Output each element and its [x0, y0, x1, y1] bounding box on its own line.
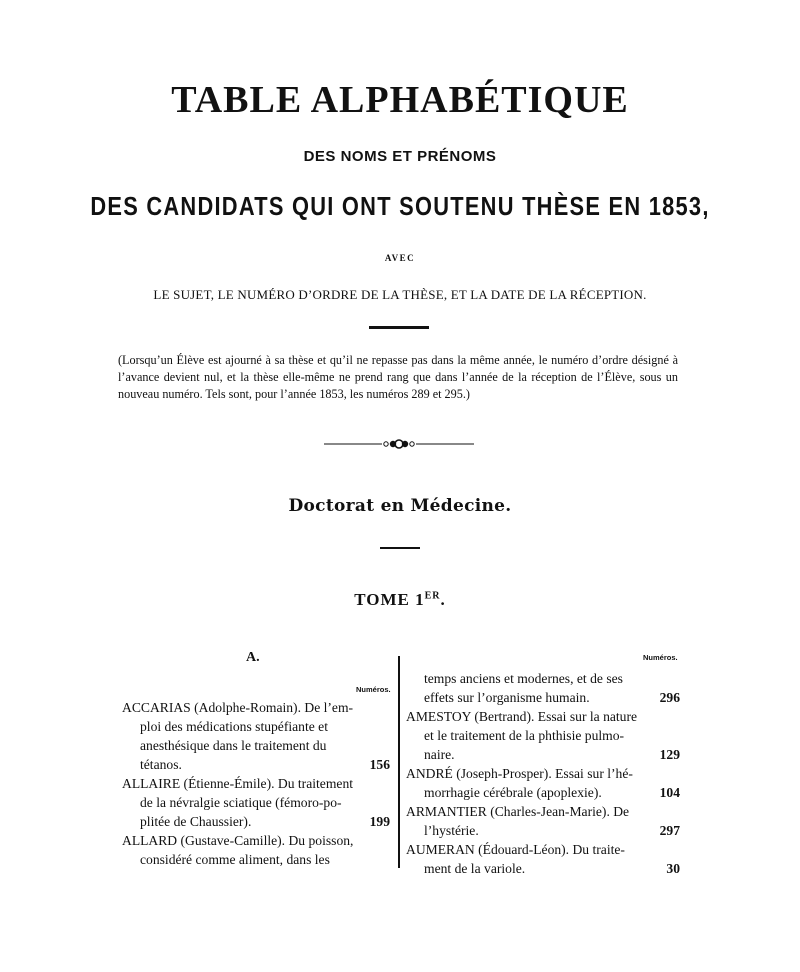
thesis-number: 129	[659, 747, 680, 762]
letter-heading: A.	[246, 650, 260, 665]
list-item	[406, 840, 680, 878]
entry-line: ANDRÉ (Joseph-Prosper). Essai sur l’hé-	[406, 766, 633, 781]
entry-line: ACCARIAS (Adolphe-Romain). De l’em-	[122, 700, 354, 715]
entry-line: anesthésique dans le traitement du	[140, 738, 327, 753]
tome-dot: .	[440, 590, 446, 609]
thesis-number: 297	[659, 823, 680, 838]
list-item	[406, 802, 680, 840]
thesis-number: 156	[369, 757, 390, 772]
ornament-divider	[324, 436, 474, 452]
left-column-header: Numéros.	[356, 685, 391, 694]
tome-label: TOME 1	[354, 590, 425, 609]
entry-line: naire.	[424, 747, 455, 762]
entry-line: et le traitement de la phthisie pulmo-	[424, 728, 625, 743]
entry-line: ALLARD (Gustave-Camille). Du poisson,	[122, 833, 354, 848]
entry-line: ment de la variole.	[424, 861, 526, 876]
entry-line: plitée de Chaussier).	[140, 814, 252, 829]
entry-line: AMESTOY (Bertrand). Essai sur la nature	[406, 709, 638, 724]
candidates-heading: DES CANDIDATS QUI ONT SOUTENU THÈSE EN 1853,	[90, 191, 710, 221]
column-divider	[398, 656, 400, 868]
tome-heading	[0, 590, 800, 610]
thesis-number: 199	[369, 814, 390, 829]
section-heading: Doctorat en Médecine.	[288, 496, 512, 516]
entry-line: ALLAIRE (Étienne-Émile). Du traitement	[122, 776, 354, 791]
entry-line: AUMERAN (Édouard-Léon). Du traite-	[406, 842, 625, 857]
list-item	[406, 764, 680, 802]
avec-label: AVEC	[384, 253, 416, 263]
page-title: TABLE ALPHABÉTIQUE	[171, 79, 629, 121]
entry-line: considéré comme aliment, dans les	[140, 852, 330, 867]
right-column	[406, 669, 680, 878]
thesis-number: 30	[666, 861, 680, 876]
list-item	[122, 698, 390, 774]
right-column-header: Numéros.	[643, 653, 678, 662]
entry-line: l’hystérie.	[424, 823, 479, 838]
entry-line: tétanos.	[140, 757, 182, 772]
thesis-number: 296	[659, 690, 680, 705]
left-column	[122, 698, 390, 869]
subject-line: LE SUJET, LE NUMÉRO D’ORDRE DE LA THÈSE, ET LA DATE DE LA RÉCEPTION.	[153, 287, 647, 302]
list-item	[122, 831, 390, 869]
page-subtitle: DES NOMS ET PRÉNOMS	[303, 148, 497, 165]
entry-line: temps anciens et modernes, et de ses	[424, 671, 623, 686]
entry-line: de la névralgie sciatique (fémoro-po-	[140, 795, 342, 810]
section-rule	[380, 547, 420, 549]
title-rule	[369, 326, 429, 329]
list-item	[406, 669, 680, 707]
list-item	[122, 774, 390, 831]
entry-line: morrhagie cérébrale (apoplexie).	[424, 785, 602, 800]
tome-superscript: ER	[424, 590, 441, 602]
list-item	[406, 707, 680, 764]
thesis-number: 104	[659, 785, 680, 800]
entry-line: effets sur l’organisme humain.	[424, 690, 590, 705]
entry-line: ploi des médications stupéfiante et	[140, 719, 328, 734]
entry-line: ARMANTIER (Charles-Jean-Marie). De	[406, 804, 630, 819]
explanatory-note: (Lorsqu’un Élève est ajourné à sa thèse et qu’il ne repasse pas dans la même année, le numéro d’ordre désigné à l’avance devient nul, et la thèse elle-même ne prend rang que dans l’année de la réception de l’Élève, sous un nouveau numéro. Tels sont, pour l’année 1853, les numéros 289 et 295.)	[118, 353, 678, 401]
